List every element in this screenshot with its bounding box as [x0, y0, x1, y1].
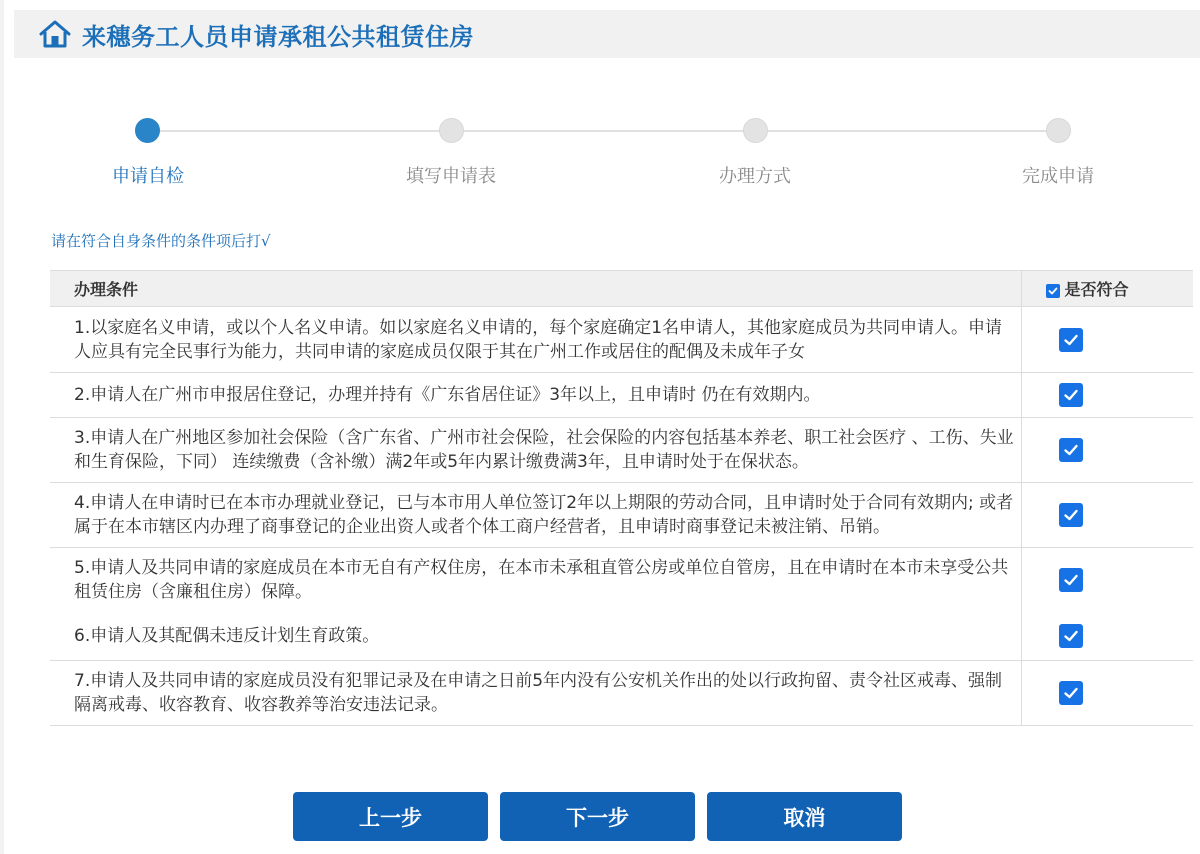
check-cell — [1021, 660, 1193, 725]
condition-text: 2.申请人在广州市申报居住登记，办理并持有《广东省居住证》3年以上，且申请时 仍在有效期内。 — [50, 373, 1021, 418]
condition-text: 1.以家庭名义申请，或以个人名义申请。如以家庭名义申请的，每个家庭确定1名申请人，其他家庭成员为共同申请人。申请人应具有完全民事行为能力，共同申请的家庭成员仅限于其在广州工作或居住的配偶及未成年子女 — [50, 307, 1021, 373]
step-label-4: 完成申请 — [1022, 166, 1094, 187]
condition-checkbox-2[interactable] — [1059, 383, 1083, 407]
step-dot-4 — [1046, 118, 1071, 143]
condition-text: 6.申请人及其配偶未违反计划生育政策。 — [50, 612, 1021, 660]
condition-text: 5.申请人及共同申请的家庭成员在本市无自有产权住房，在本市未承租直管公房或单位自管房，且在申请时在本市未享受公共租赁住房（含廉租住房）保障。 — [74, 558, 1009, 602]
check-cell — [1021, 548, 1193, 613]
instruction-hint: 请在符合自身条件的条件项后打√ — [51, 232, 271, 250]
condition-text: 3.申请人在广州地区参加社会保险（含广东省、广州市社会保险，社会保险的内容包括基本养老、职工社会医疗 、工伤、失业和生育保险，下同） 连续缴费（含补缴）满2年或5年内累计缴费满3年，且申请时处于在保状态。 — [50, 418, 1021, 483]
condition-checkbox-1[interactable] — [1059, 328, 1083, 352]
cancel-button[interactable]: 取消 — [707, 792, 902, 841]
step-label-3: 办理方式 — [719, 166, 791, 187]
condition-checkbox-3[interactable] — [1059, 438, 1083, 462]
condition-text: 7.申请人及共同申请的家庭成员没有犯罪记录及在申请之日前5年内没有公安机关作出的处以行政拘留、责令社区戒毒、强制隔离戒毒、收容教育、收容教养等治安违法记录。 — [50, 660, 1021, 725]
table-row — [50, 373, 1193, 418]
table-row — [50, 483, 1193, 548]
conditions-table — [50, 270, 1193, 726]
condition-text: 4.申请人在申请时已在本市办理就业登记，已与本市用人单位签订2年以上期限的劳动合同，且申请时处于合同有效期内; 或者属于在本市辖区内办理了商事登记的企业出资人或者个体工商户经营者，且申请时商事登记未被注销、吊销。 — [50, 483, 1021, 548]
check-cell — [1021, 483, 1193, 548]
step-label-2: 填写申请表 — [406, 166, 496, 187]
check-cell — [1021, 307, 1193, 373]
condition-checkbox-4[interactable] — [1059, 503, 1083, 527]
action-buttons — [293, 792, 902, 841]
next-step-button[interactable]: 下一步 — [500, 792, 695, 841]
column-header-check — [1021, 271, 1193, 307]
check-cell — [1021, 418, 1193, 483]
progress-steps — [0, 100, 1200, 200]
condition-checkbox-5[interactable] — [1059, 568, 1083, 592]
select-all-checkbox[interactable] — [1046, 284, 1060, 298]
step-dot-1 — [135, 118, 160, 143]
table-row — [50, 612, 1193, 660]
step-connector-line — [148, 130, 1058, 132]
page-title: 来穗务工人员申请承租公共租赁住房 — [82, 22, 474, 51]
table-row — [50, 548, 1193, 613]
home-icon — [38, 19, 72, 49]
condition-checkbox-7[interactable] — [1059, 681, 1083, 705]
table-row — [50, 660, 1193, 725]
column-header-condition: 办理条件 — [50, 271, 1021, 307]
step-dot-2 — [439, 118, 464, 143]
table-row — [50, 418, 1193, 483]
column-header-check-label: 是否符合 — [1064, 280, 1129, 299]
step-dot-3 — [743, 118, 768, 143]
prev-step-button[interactable]: 上一步 — [293, 792, 488, 841]
check-cell — [1021, 373, 1193, 418]
table-header-row — [50, 271, 1193, 307]
step-label-1: 申请自检 — [112, 166, 184, 187]
page-header — [14, 10, 1200, 58]
condition-checkbox-6[interactable] — [1059, 624, 1083, 648]
check-cell — [1021, 612, 1193, 660]
table-row — [50, 307, 1193, 373]
